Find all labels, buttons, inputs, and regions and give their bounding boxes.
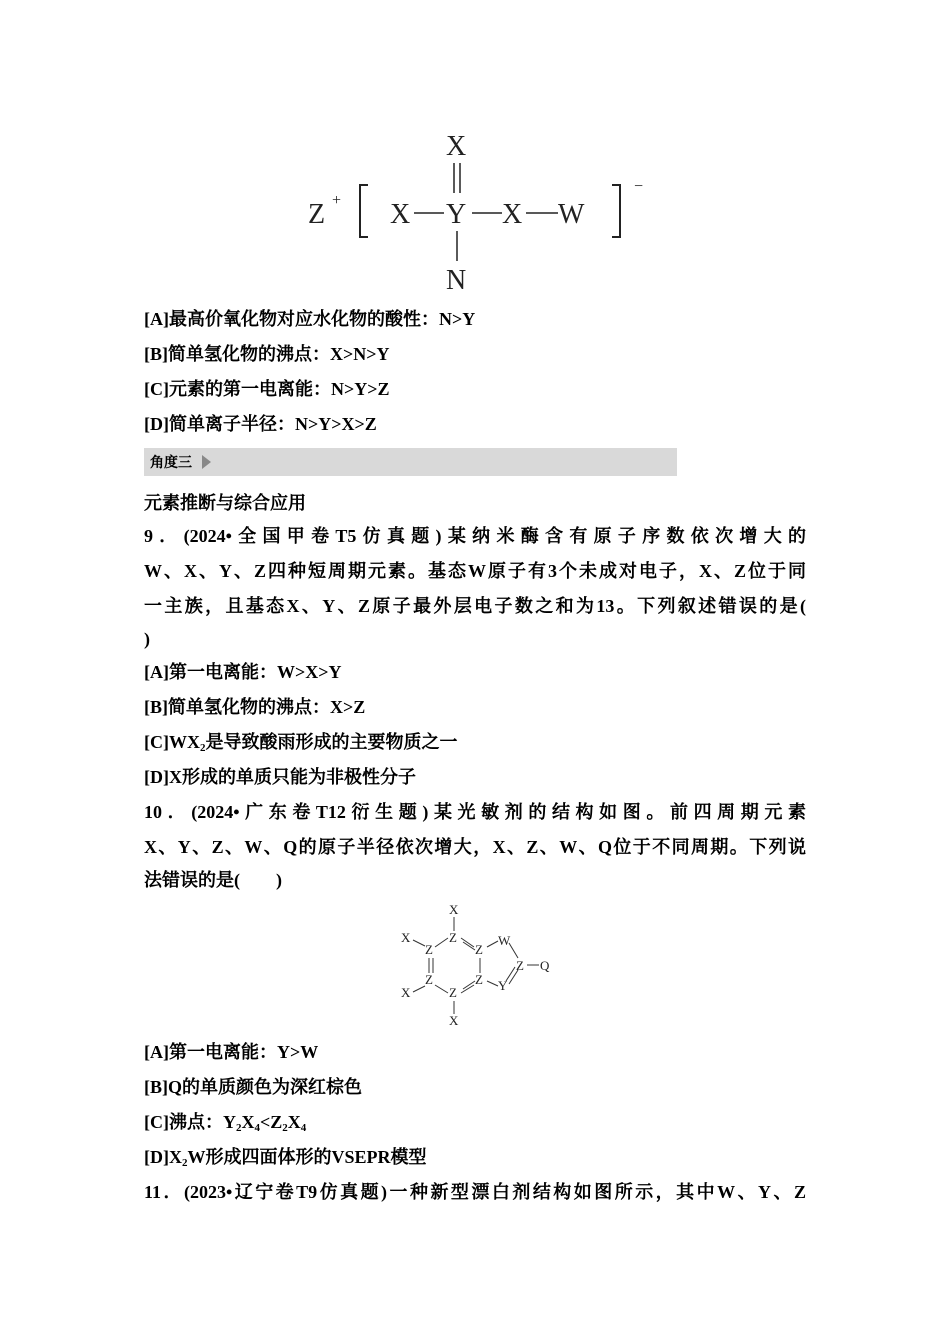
q10-option-d: $[D]X_2W$形成四面体形的VSEPR模型 — [144, 1147, 427, 1169]
q8-option-b: [B]简单氢化物的沸点：X>N>Y — [144, 344, 390, 364]
cation-charge: + — [332, 192, 342, 209]
q9-stem-line2: W、X、Y、Z四种短周期元素。基态W原子有3个未成对电子，X、Z位于同 — [144, 561, 806, 581]
q9-option-b: [B]简单氢化物的沸点：X>Z — [144, 697, 366, 717]
d2-x-top: X — [449, 902, 459, 917]
atom-right1: X — [502, 199, 523, 230]
play-arrow-icon — [202, 455, 211, 469]
q8-option-c: [C]元素的第一电离能：N>Y>Z — [144, 379, 390, 399]
q8-option-a: [A]最高价氧化物对应水化物的酸性：N>Y — [144, 309, 476, 329]
atom-center: Y — [446, 199, 467, 230]
d2-z-bottom-right: Z — [475, 972, 483, 987]
q9-stem-line3: 一主族，且基态X、Y、Z原子最外层电子数之和为13。下列叙述错误的是( — [144, 596, 806, 616]
q9-stem-line1: 9．(2024•全国甲卷T5仿真题)某纳米酶含有原子序数依次增大的 — [144, 526, 806, 546]
d2-z-bottom: Z — [449, 985, 457, 1000]
d2-z-top-right: Z — [475, 942, 483, 957]
q9-option-a: [A]第一电离能：W>X>Y — [144, 662, 342, 682]
d2-z-top-left: Z — [425, 942, 433, 957]
q9-option-c: $[C]WX_2$是导致酸雨形成的主要物质之一 — [144, 732, 458, 754]
q9-stem-line4: ) — [144, 629, 150, 649]
structure-diagram-2 — [395, 900, 560, 1030]
atom-right2: W — [558, 199, 585, 230]
anion-charge: − — [634, 178, 644, 195]
q9-option-d: [D]X形成的单质只能为非极性分子 — [144, 767, 416, 787]
q10-stem-line1: 10．(2024•广东卷T12衍生题)某光敏剂的结构如图。前四周期元素 — [144, 802, 806, 822]
d2-x-left-top: X — [401, 930, 411, 945]
d2-x-bottom: X — [449, 1013, 459, 1028]
q10-option-c: [C]沸点：$Y_2X_4<Z_2X_4$ — [144, 1112, 307, 1134]
d2-w: W — [498, 933, 511, 948]
atom-bottom: N — [446, 265, 467, 296]
q10-stem-line3: 法错误的是( ) — [144, 870, 282, 890]
q8-option-d: [D]简单离子半径：N>Y>X>Z — [144, 414, 377, 434]
d2-z-ring: Z — [516, 958, 524, 973]
q10-option-b: [B]Q的单质颜色为深红棕色 — [144, 1077, 362, 1097]
atom-top: X — [446, 131, 467, 162]
d2-x-left-bottom: X — [401, 985, 411, 1000]
q11-stem-line1: 11．(2023•辽宁卷T9仿真题)一种新型漂白剂结构如图所示，其中W、Y、Z — [144, 1182, 806, 1202]
section-banner — [144, 448, 677, 476]
d2-z-bottom-left: Z — [425, 972, 433, 987]
q10-option-a: [A]第一电离能：Y>W — [144, 1042, 319, 1062]
d2-y: Y — [498, 978, 508, 993]
atom-left: X — [390, 199, 411, 230]
atom-cation: Z — [308, 199, 326, 230]
section-title: 元素推断与综合应用 — [144, 493, 306, 513]
q10-stem-line2: X、Y、Z、W、Q的原子半径依次增大，X、Z、W、Q位于不同周期。下列说 — [144, 837, 806, 857]
structure-diagram-1 — [300, 125, 660, 300]
d2-z-top: Z — [449, 930, 457, 945]
d2-q: Q — [540, 958, 550, 973]
section-label: 角度三 — [150, 455, 192, 471]
